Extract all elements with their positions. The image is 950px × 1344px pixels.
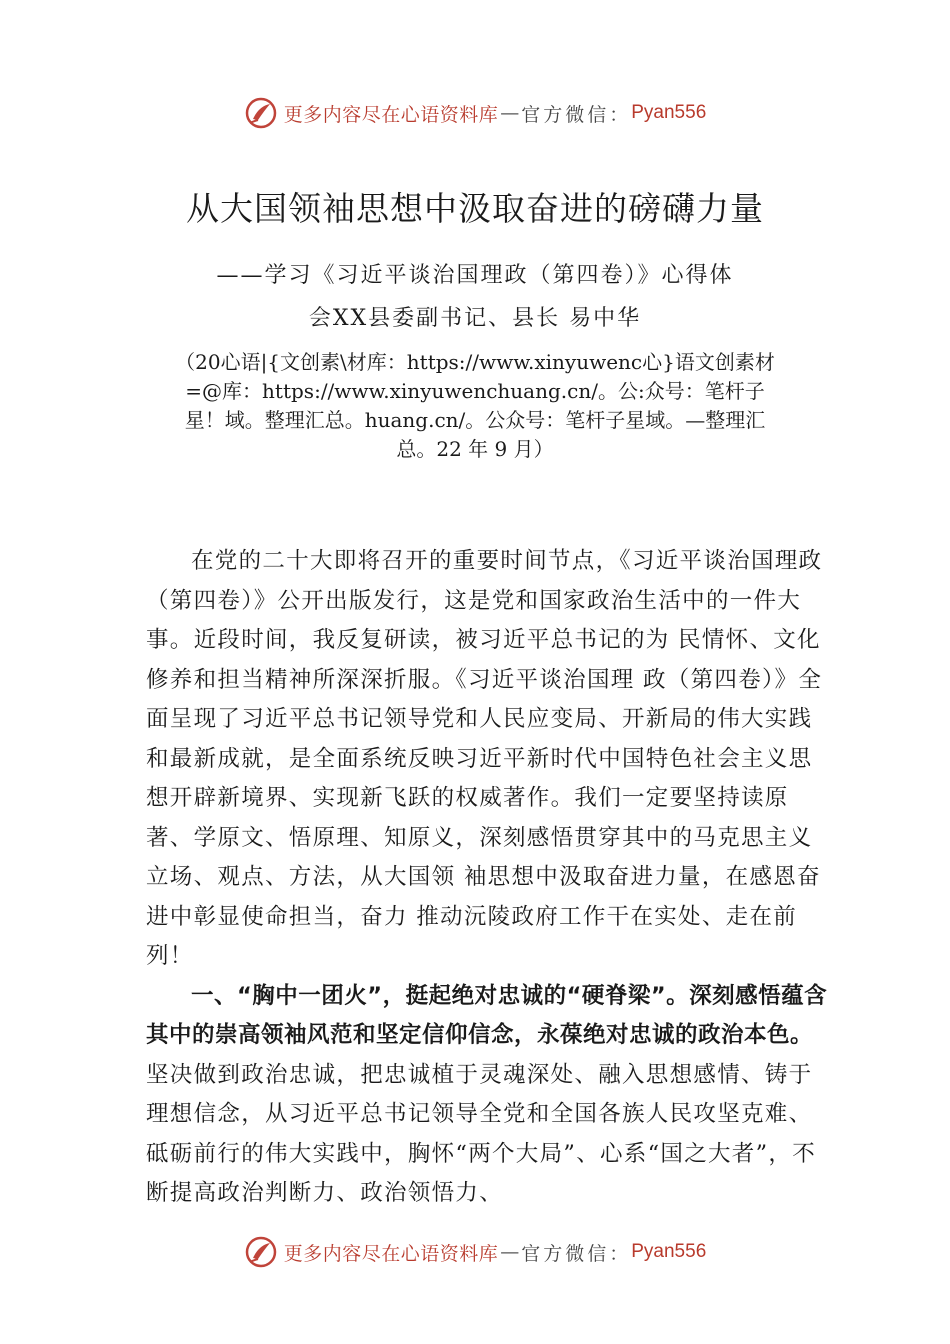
banner-brand-text: 更多内容尽在心语资料库 xyxy=(283,103,499,126)
banner-wechat-label: 官方微信： xyxy=(521,103,632,126)
section-heading: 一、“胸中一团火”，挺起绝对忠诚的“硬脊梁”。深刻感悟蕴含其中的崇高领袖风范和坚定信仰信念，永葆绝对忠诚的政治本色。 xyxy=(146,982,828,1048)
paragraph-intro: 在党的二十大即将召开的重要时间节点，《习近平谈治国理政（第四卷）》公开出版发行，这是党和国家政治生活中的一件大事。近段时间，我反复研读，被习近平总书记的为 民情怀、文化修养和担当精神所深深折服。《习近平谈治国理 政（第四卷）》全面呈现了习近平总书记领导党和人民应变局、开新局的伟大实践和最新成就，是全面系统反映习近平新时代中国特色社会主义思想开辟新境界、实现新飞跃的权威著作。我们一定要坚持读原著、学原文、悟原理、知原义，深刻感悟贯穿其中的马克思主义立场、观点、方法，从大国领 袖思想中汲取奋进力量，在感恩奋进中彰显使命担当，奋力 推动沅陵政府工作干在实处、走在前列！ xyxy=(146,548,823,969)
document-source-note: （20心语|{文创素\材库：https://www.xinyuwenc心}语文创素材=@库：https://www.xinyuwenchuang.cn/。公:众号：笔杆子星！域。整理汇总。huang.cn/。公众号：笔杆子星域。—整理汇总。22 年 9 月） xyxy=(175,350,775,461)
banner-wechat-id: Pyan556 xyxy=(631,102,707,123)
header-banner xyxy=(0,93,950,133)
paragraph-section-one xyxy=(146,977,836,1214)
banner-dash: — xyxy=(500,102,520,124)
document-author: 会XX县委副书记、县长 易中华 xyxy=(308,306,642,331)
banner-dash: — xyxy=(500,1241,520,1263)
document-body xyxy=(146,542,836,1214)
section-text: 坚决做到政治忠诚，把忠诚植于灵魂深处、融入思想感情、铸于理想信念，从习近平总书记领导全党和全国各族人民攻坚克难、砥砺前行的伟大实践中，胸怀“两个大局”、心系“国之大者”，不断提高政治判断力、政治领悟力、 xyxy=(146,1061,817,1206)
document-subtitle: ——学习《习近平谈治国理政（第四卷）》心得体 xyxy=(216,263,734,288)
brush-logo-icon xyxy=(244,1235,278,1269)
brush-logo-icon xyxy=(244,96,278,130)
banner-wechat-id: Pyan556 xyxy=(631,1241,707,1262)
banner-wechat-label: 官方微信： xyxy=(521,1242,632,1265)
footer-banner xyxy=(0,1232,950,1272)
banner-brand-text: 更多内容尽在心语资料库 xyxy=(283,1242,499,1265)
document-title: 从大国领袖思想中汲取奋进的磅礴力量 xyxy=(186,189,764,228)
